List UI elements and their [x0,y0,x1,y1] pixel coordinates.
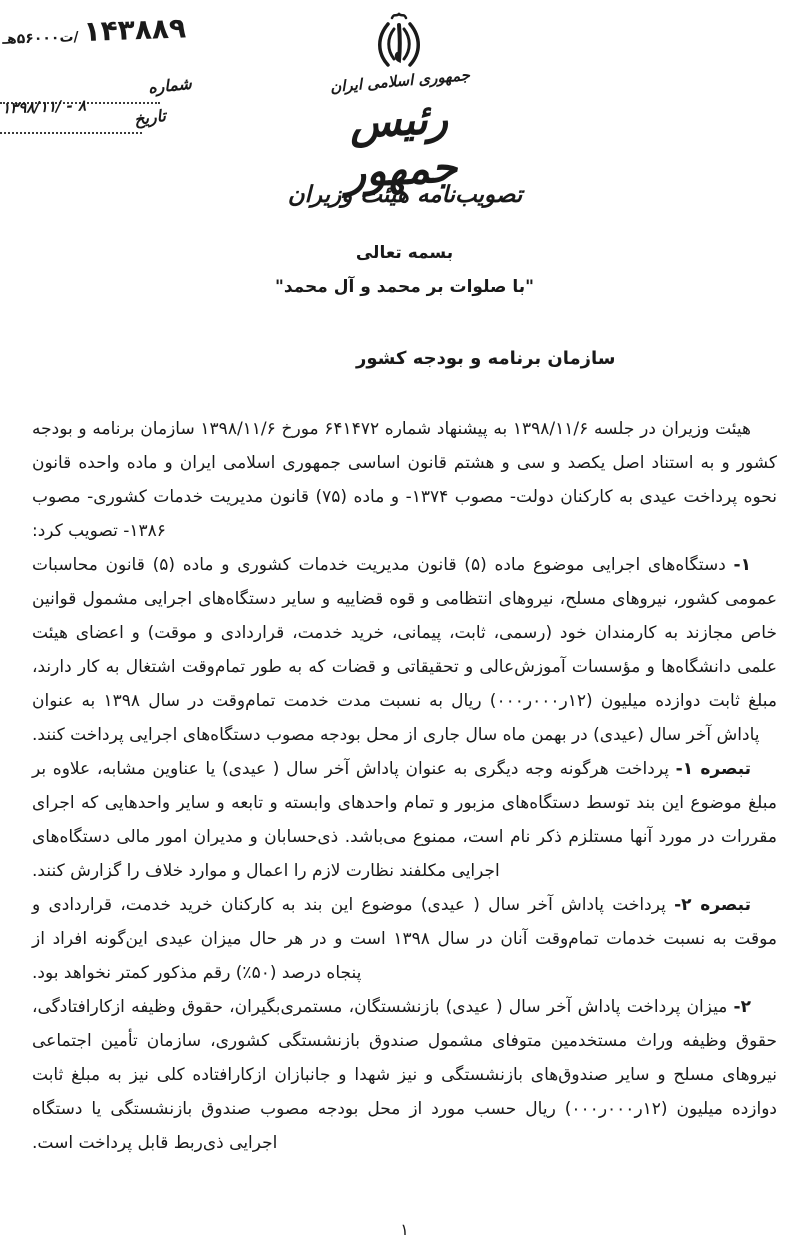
paragraph-lead: ۱- [733,555,751,575]
addressee-line: سازمان برنامه و بودجه کشور [356,348,616,369]
iran-emblem-icon [374,10,424,74]
paragraph-intro [32,412,777,548]
paragraph-text: دستگاه‌های اجرایی موضوع ماده (۵) قانون مدیریت خدمات کشوری و ماده (۵) قانون محاسبات عمومی کشور، نیروهای مسلح، نیروهای انتظامی و قوه قضاییه و سایر دستگاه‌های اجرایی مشمول قوانین خاص مجازند به کارمندان خود (رسمی، ثابت، پیمانی، خرید خدمت، قراردادی و موقت) و اعضای هیئت علمی دانشگاه‌ها و مؤسسات آموزش‌عالی و تحقیقاتی و قضات که به طور تمام‌وقت اشتغال به کار دارند، مبلغ ثابت دوازده میلیون (۱۲ر۰۰۰ر۰۰۰) ریال به نسبت مدت خدمت تمام‌وقت در سال ۱۳۹۸ به عنوان پاداش آخر سال (عیدی) در بهمن ماه سال جاری از محل بودجه مصوب دستگاه‌های اجرایی پرداخت کنند. [32,555,778,745]
paragraph-item-1 [32,548,777,752]
letterhead-doc-type: تصویب‌نامه هیئت وزیران [287,182,523,208]
paragraph-item-2 [32,990,777,1160]
salavat-line: "با صلوات بر محمد و آل محمد" [274,277,535,297]
number-label: شماره [147,73,193,98]
reference-number-suffix: /ت۵۶۰۰۰هـ [1,29,79,48]
page-number: ۱ [400,1220,409,1239]
reference-number [1,10,222,51]
letterhead-president: رئیس جمهور [344,93,459,197]
paragraph-text: هیئت وزیران در جلسه ۱۳۹۸/۱۱/۶ به پیشنهاد شماره ۶۴۱۴۷۲ مورخ ۱۳۹۸/۱۱/۶ سازمان برنامه و بودجه کشور و به استناد اصل یکصد و سی و هشتم قانون اساسی جمهوری اسلامی ایران و ماده واحده قانون نحوه پرداخت عیدی به کارکنان دولت- مصوب ۱۳۷۴- و ماده (۷۵) قانون مدیریت خدمات کشوری- مصوب ۱۳۸۶- تصویب کرد: [32,419,777,541]
paragraph-text: پرداخت پاداش آخر سال ( عیدی) موضوع این بند به کارکنان خرید خدمت، قراردادی و موقت به نسبت خدمات تمام‌وقت آنان در سال ۱۳۹۸ است و در هر حال میزان عیدی این‌گونه افراد از پنجاه درصد (۵۰٪) رقم مذکور کمتر نخواهد بود. [32,895,777,983]
paragraph-text: پرداخت هرگونه وجه دیگری به عنوان پاداش آخر سال ( عیدی) یا عناوین مشابه، علاوه بر مبلغ موضوع این بند توسط دستگاه‌های مزبور و تمام واحدهای وابسته و تابعه و سایر واحدهایی که اجرای مقررات در مورد آنها مستلزم ذکر نام است، ممنوع می‌باشد. ذی‌حسابان و مدیران امور مالی دستگاه‌های اجرایی مکلفند نظارت لازم را اعمال و موارد خلاف را گزارش کنند. [32,759,777,881]
handwritten-date: ۱۳۹۸/۱۱/ - ۸ [1,96,87,118]
date-label: تاریخ [132,105,168,130]
paragraph-note-2 [32,888,777,990]
paragraph-text: میزان پرداخت پاداش آخر سال ( عیدی) بازنشستگان، مستمری‌بگیران، حقوق وظیفه ازکارافتادگی، حقوق وظیفه وراث مستخدمین متوفای مشمول صندوق بازنشستگی کشوری، سازمان تأمین اجتماعی نیروهای مسلح و سایر صندوق‌های بازنشستگی و نیز شهدا و جانبازان ازکارافتاده کلی نیز به مبلغ ثابت دوازده میلیون (۱۲ر۰۰۰ر۰۰۰) ریال حسب مورد از محل بودجه مصوب صندوق بازنشستگی یا دستگاه اجرایی ذی‌ربط قابل پرداخت است. [32,997,777,1153]
letterhead-republic: جمهوری اسلامی ایران [329,65,471,97]
paragraph-lead: تبصره ۲- [674,895,751,915]
besmele-line: بسمه تعالی [355,243,454,263]
decree-body [32,412,777,1160]
paragraph-lead: تبصره ۱- [675,759,752,779]
paragraph-lead: ۲- [733,997,751,1017]
paragraph-note-1 [32,752,777,888]
reference-number-main: ۱۴۳۸۸۹ [82,11,187,48]
date-dotted-line [0,132,142,134]
